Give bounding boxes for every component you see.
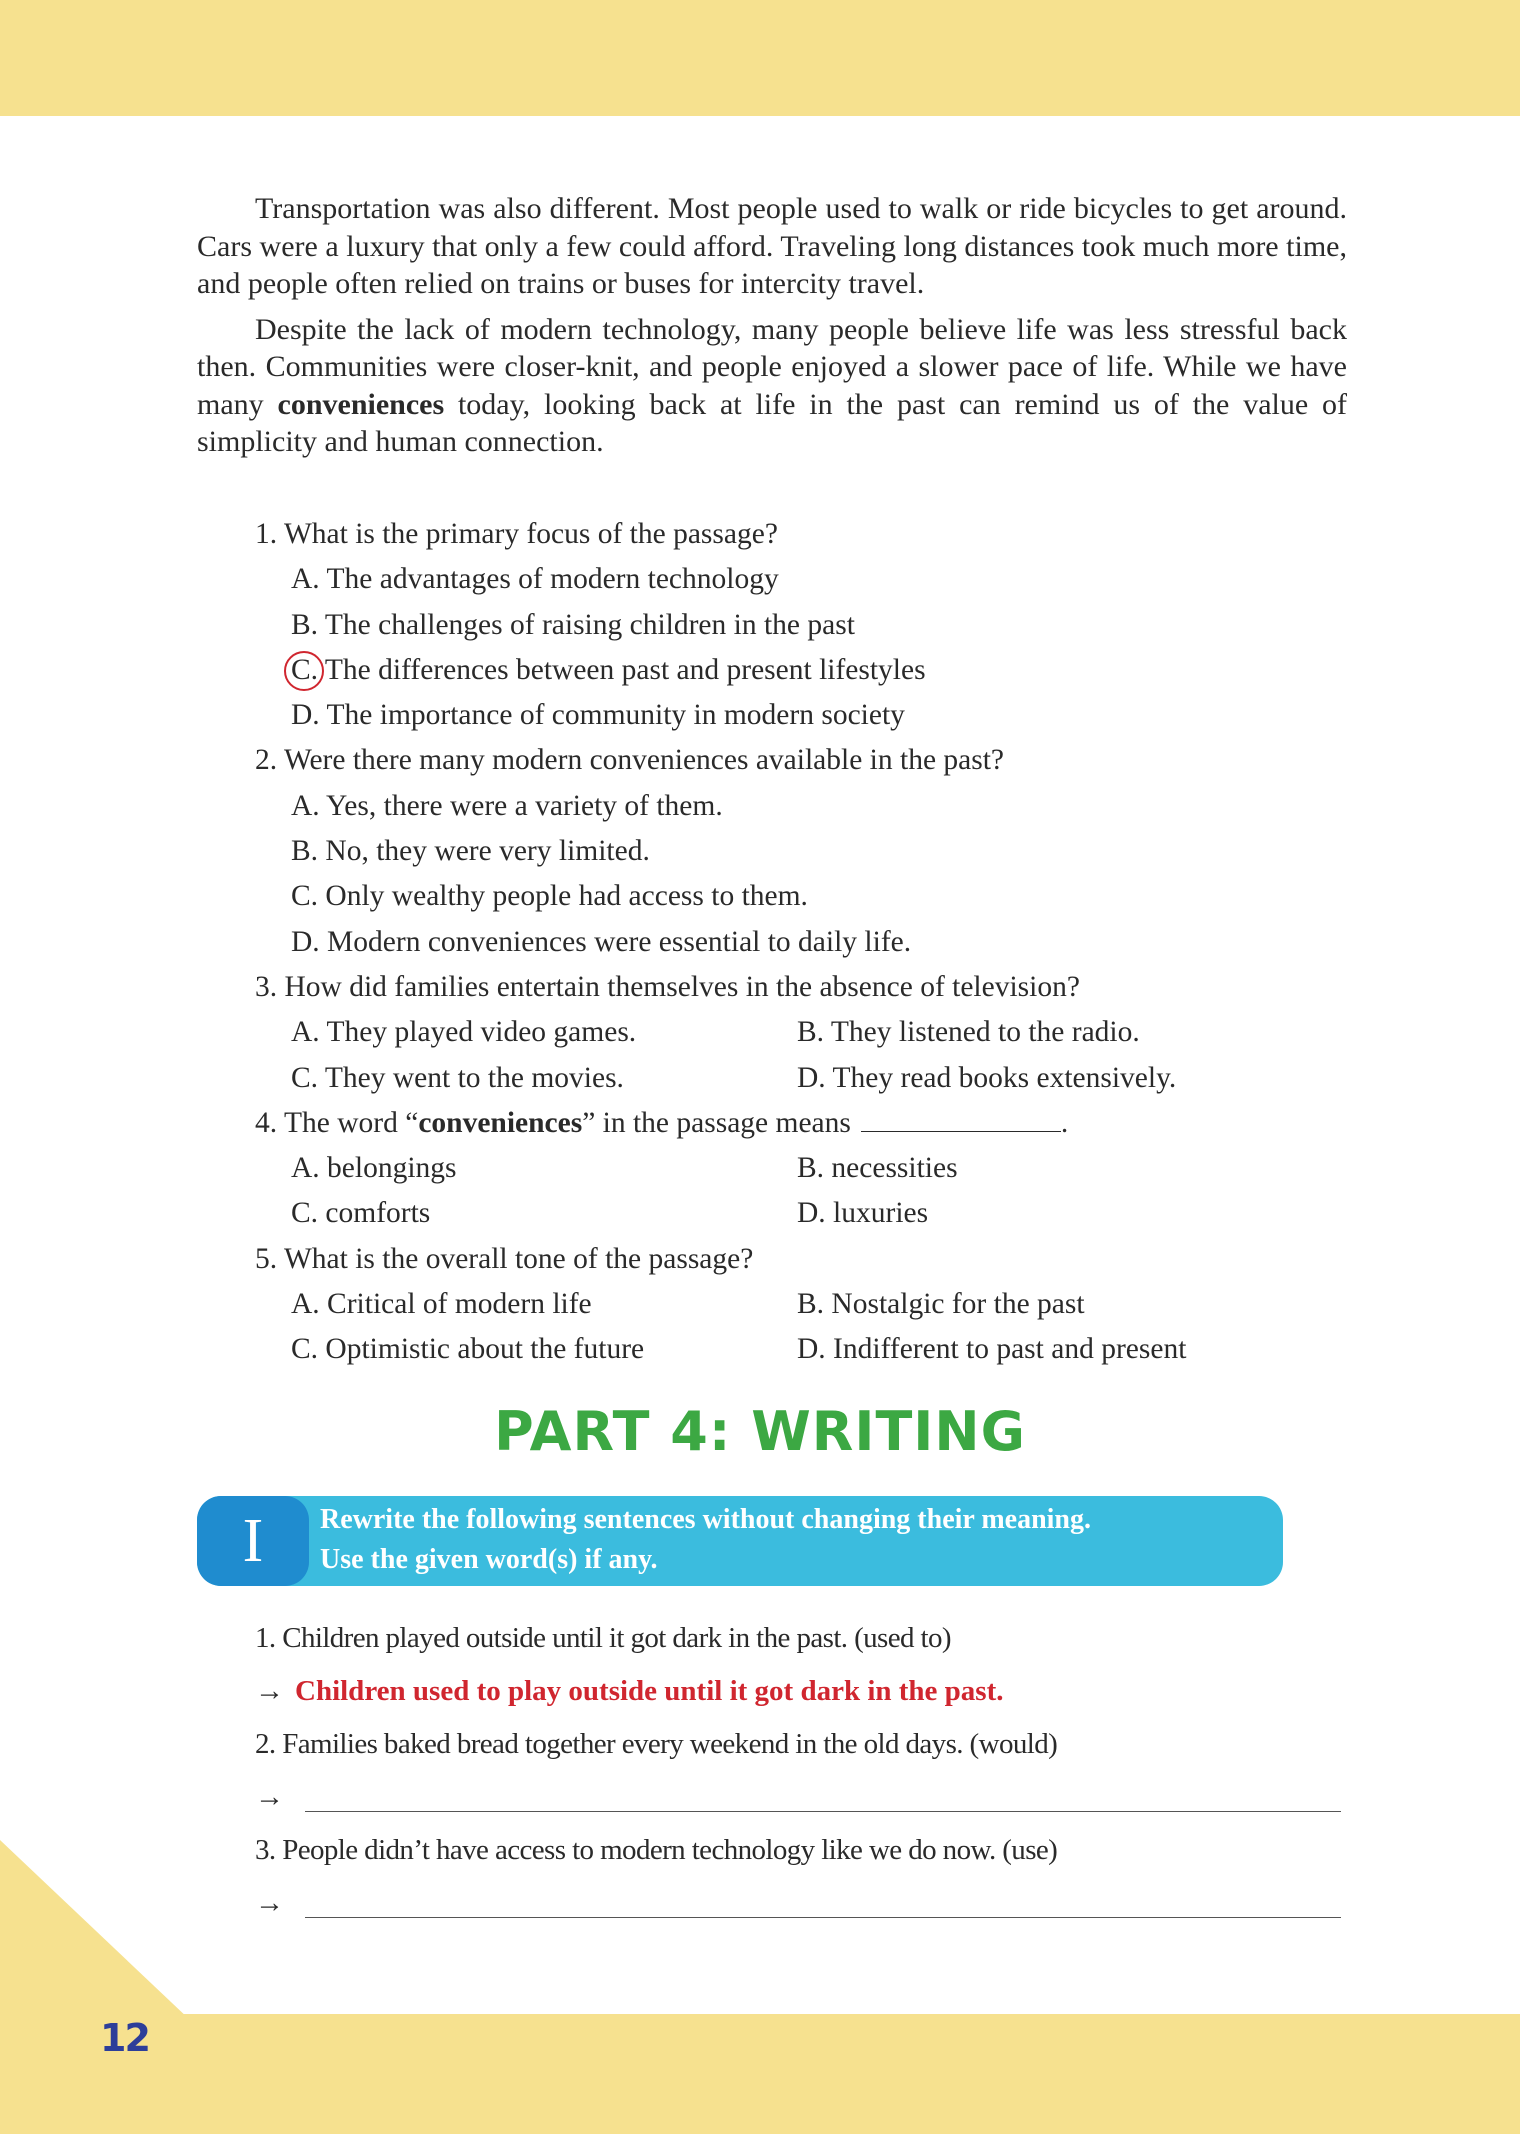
- writing-exercises: [255, 1612, 1345, 1930]
- passage-paragraph-2: Despite the lack of modern technology, many people believe life was less stressful back then. Communities were closer-knit, and people enjoyed a slower pace of life. While we have many conveniences today, looking back at life in the past can remind us of the value of simplicity and human connection.: [197, 312, 1347, 458]
- q4-option-a: A. belongings: [291, 1152, 457, 1185]
- q3-options-row-2: [255, 1056, 1255, 1101]
- answer-circle-mark: [284, 651, 324, 691]
- sentence-2: 2. Families baked bread together every weekend in the old days. (would): [255, 1728, 1058, 1760]
- question-2: 2. Were there many modern conveniences available in the past?: [255, 744, 1005, 777]
- q5-option-d: D. Indifferent to past and present: [797, 1333, 1187, 1366]
- q1-option-b: B. The challenges of raising children in the past: [291, 608, 855, 641]
- q1-option-d: D. The importance of community in modern society: [291, 699, 905, 732]
- q5-option-c: C. Optimistic about the future: [291, 1333, 645, 1366]
- q4-options-row-1: [255, 1146, 1255, 1191]
- q4-option-d: D. luxuries: [797, 1197, 929, 1230]
- question-4: 4. The word “conveniences” in the passage means .: [255, 1101, 1255, 1146]
- answer-line[interactable]: [305, 1811, 1341, 1812]
- q3-option-c: C. They went to the movies.: [291, 1061, 624, 1094]
- q5-options-row-2: [255, 1327, 1255, 1372]
- q4-option-b: B. necessities: [797, 1152, 958, 1185]
- q4-option-c: C. comforts: [291, 1197, 431, 1230]
- q2-option-b: B. No, they were very limited.: [291, 835, 650, 868]
- question-1: 1. What is the primary focus of the passage?: [255, 518, 778, 550]
- sentence-1-answer: [255, 1665, 1345, 1718]
- passage-paragraph-1: Transportation was also different. Most people used to walk or ride bicycles to get around. Cars were a luxury that only a few could afford. Traveling long distances took much more time, and people often relied on trains or buses for intercity travel.: [197, 192, 1347, 300]
- q4-options-row-2: [255, 1191, 1255, 1236]
- q2-option-c: C. Only wealthy people had access to them.: [291, 880, 808, 913]
- instruction-line-1: Rewrite the following sentences without changing their meaning.: [320, 1504, 1091, 1535]
- q1-option-a: A. The advantages of modern technology: [291, 563, 779, 596]
- q3-option-a: A. They played video games.: [291, 1016, 637, 1049]
- arrow-icon: →: [255, 1781, 284, 1813]
- q2-option-a: A. Yes, there were a variety of them.: [291, 789, 723, 822]
- arrow-icon: →: [255, 1675, 284, 1707]
- answer-blank[interactable]: [861, 1101, 1061, 1132]
- arrow-icon: →: [255, 1887, 284, 1919]
- q5-option-a: A. Critical of modern life: [291, 1288, 592, 1321]
- instruction-banner: [197, 1496, 1283, 1586]
- keyword-conveniences: conveniences: [277, 387, 445, 421]
- q3-option-b: B. They listened to the radio.: [797, 1016, 1140, 1049]
- reading-passage: [197, 190, 1347, 469]
- section-badge: I: [197, 1496, 309, 1586]
- sentence-3: 3. People didn’t have access to modern technology like we do now. (use): [255, 1834, 1058, 1866]
- sentence-2-answer[interactable]: [255, 1771, 1345, 1824]
- answer-line[interactable]: [305, 1917, 1341, 1918]
- q3-options-row-1: [255, 1010, 1255, 1055]
- corner-decoration: [0, 1840, 190, 2020]
- part-4-title: PART 4: WRITING: [494, 1400, 1026, 1463]
- top-header-band: [0, 0, 1520, 116]
- page-number: 12: [100, 2016, 149, 2060]
- q5-options-row-1: [255, 1282, 1255, 1327]
- instruction-text: [320, 1500, 1091, 1580]
- sentence-3-answer[interactable]: [255, 1877, 1345, 1930]
- reading-questions: [255, 512, 1255, 1373]
- q1-option-c-selected: C. The differences between past and present lifestyles: [255, 648, 1255, 693]
- q5-option-b: B. Nostalgic for the past: [797, 1288, 1085, 1321]
- q2-option-d: D. Modern conveniences were essential to daily life.: [291, 925, 912, 958]
- sentence-1: 1. Children played outside until it got dark in the past. (used to): [255, 1622, 951, 1654]
- answer-text: Children used to play outside until it got dark in the past.: [295, 1675, 1004, 1707]
- bottom-footer-band: [0, 2014, 1520, 2134]
- question-3: 3. How did families entertain themselves in the absence of television?: [255, 970, 1080, 1003]
- q3-option-d: D. They read books extensively.: [797, 1061, 1177, 1094]
- question-5: 5. What is the overall tone of the passage?: [255, 1242, 754, 1275]
- instruction-line-2: Use the given word(s) if any.: [320, 1544, 658, 1575]
